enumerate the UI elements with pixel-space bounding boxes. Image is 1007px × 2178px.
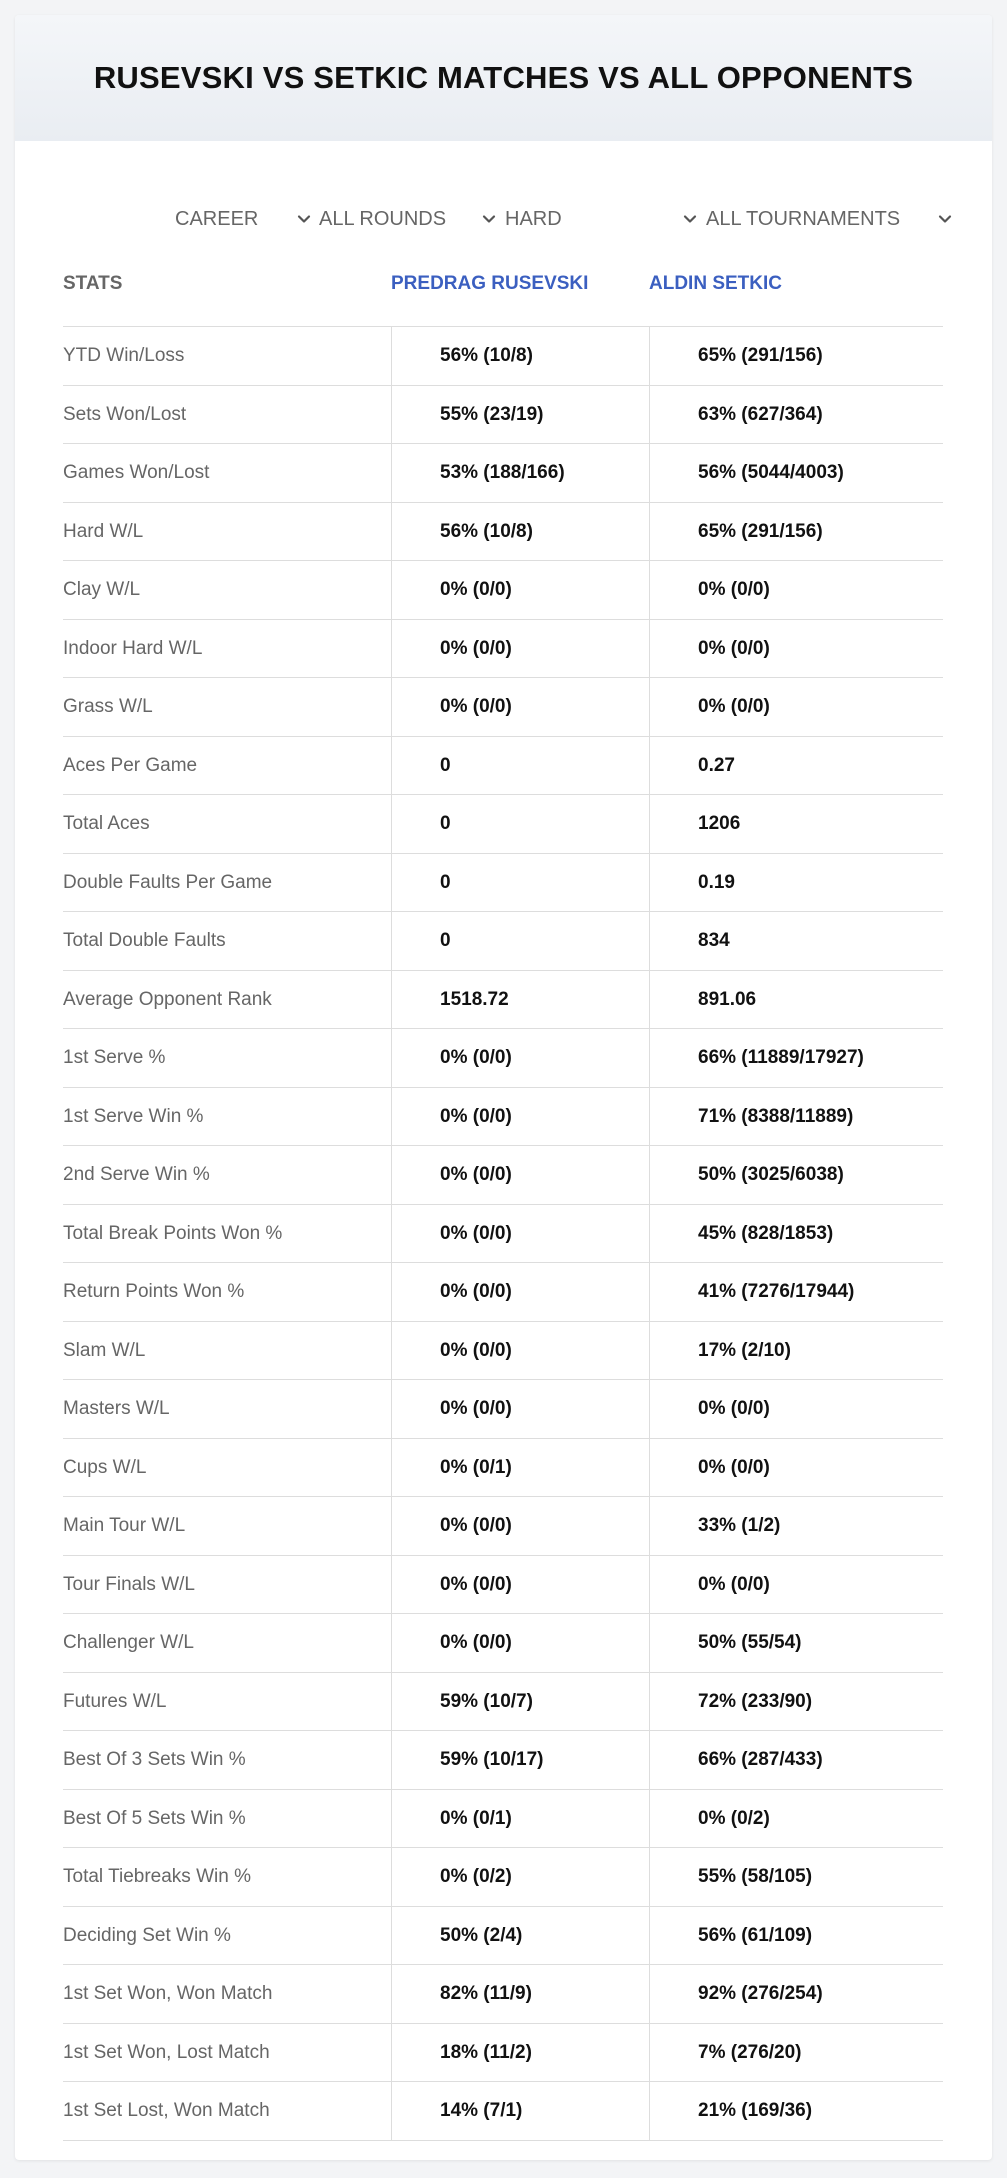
player1-value: 0% (0/2)	[391, 1848, 649, 1907]
player2-value: 72% (233/90)	[649, 1673, 943, 1732]
player2-value: 50% (55/54)	[649, 1614, 943, 1673]
table-row	[63, 1263, 943, 1322]
table-row	[63, 1556, 943, 1615]
chevron-down-icon	[295, 210, 313, 228]
stat-label: Best Of 5 Sets Win %	[63, 1807, 246, 1829]
player1-value: 0% (0/0)	[391, 1146, 649, 1205]
player1-value: 0% (0/1)	[391, 1790, 649, 1849]
player2-value: 0% (0/0)	[649, 678, 943, 737]
player1-value: 59% (10/17)	[391, 1731, 649, 1790]
stat-label: YTD Win/Loss	[63, 345, 185, 366]
filter-value: HARD	[505, 207, 562, 230]
player2-value: 0% (0/0)	[649, 1380, 943, 1439]
table-row	[63, 1029, 943, 1088]
table-row	[63, 912, 943, 971]
player1-value: 82% (11/9)	[391, 1965, 649, 2024]
player2-value: 56% (5044/4003)	[649, 444, 943, 503]
player2-value: 71% (8388/11889)	[649, 1088, 943, 1147]
player2-value: 92% (276/254)	[649, 1965, 943, 2024]
stat-label: 1st Serve %	[63, 1047, 166, 1068]
filter-value: ALL ROUNDS	[319, 207, 447, 230]
stat-label: Futures W/L	[63, 1690, 167, 1712]
player1-value: 0% (0/0)	[391, 1614, 649, 1673]
stat-label: 2nd Serve Win %	[63, 1164, 210, 1185]
player1-value: 0% (0/0)	[391, 1029, 649, 1088]
page-header	[15, 15, 992, 141]
filter-value: ALL TOURNAMENTS	[706, 207, 901, 230]
player2-value: 1206	[649, 795, 943, 854]
table-row	[63, 503, 943, 562]
player1-value: 18% (11/2)	[391, 2024, 649, 2083]
player1-value: 0% (0/0)	[391, 1497, 649, 1556]
stat-label: 1st Set Won, Lost Match	[63, 2041, 270, 2063]
table-row	[63, 2024, 943, 2083]
table-row	[63, 620, 943, 679]
table-row	[63, 1790, 943, 1849]
stat-label: Hard W/L	[63, 520, 144, 542]
table-row	[63, 1673, 943, 1732]
table-row	[63, 1322, 943, 1381]
player2-value: 834	[649, 912, 943, 971]
stat-label: Total Tiebreaks Win %	[63, 1866, 251, 1887]
player1-value: 14% (7/1)	[391, 2082, 649, 2141]
player2-value: 56% (61/109)	[649, 1907, 943, 1966]
rounds-filter-select[interactable]	[319, 189, 498, 249]
stat-label: Total Aces	[63, 813, 150, 834]
table-row	[63, 1088, 943, 1147]
stat-label: Cups W/L	[63, 1456, 147, 1478]
player1-value: 0% (0/0)	[391, 1263, 649, 1322]
table-row	[63, 1731, 943, 1790]
table-row	[63, 1497, 943, 1556]
player1-value: 0% (0/0)	[391, 1556, 649, 1615]
table-row	[63, 971, 943, 1030]
player2-value: 0% (0/0)	[649, 561, 943, 620]
stat-label: Best Of 3 Sets Win %	[63, 1749, 246, 1770]
player1-value: 0% (0/0)	[391, 620, 649, 679]
player2-value: 0.27	[649, 737, 943, 796]
stat-label: Aces Per Game	[63, 754, 198, 776]
stat-label: Slam W/L	[63, 1339, 146, 1361]
stat-label: Deciding Set Win %	[63, 1924, 231, 1946]
player2-value: 50% (3025/6038)	[649, 1146, 943, 1205]
table-row	[63, 327, 943, 386]
player2-value: 0% (0/2)	[649, 1790, 943, 1849]
stat-label: Total Break Points Won %	[63, 1222, 283, 1244]
player2-value: 0.19	[649, 854, 943, 913]
filter-bar	[15, 189, 992, 249]
player2-value: 17% (2/10)	[649, 1322, 943, 1381]
player2-value: 41% (7276/17944)	[649, 1263, 943, 1322]
career-filter-select[interactable]	[175, 189, 313, 249]
table-row	[63, 1907, 943, 1966]
stat-label: Masters W/L	[63, 1398, 170, 1419]
table-row	[63, 1146, 943, 1205]
table-row	[63, 561, 943, 620]
table-header	[63, 249, 943, 327]
stat-label: Average Opponent Rank	[63, 988, 272, 1010]
stat-label: 1st Set Won, Won Match	[63, 1983, 273, 2004]
stat-label: 1st Set Lost, Won Match	[63, 2100, 270, 2121]
player1-value: 0% (0/0)	[391, 678, 649, 737]
table-row	[63, 1614, 943, 1673]
player1-column-header[interactable]: PREDRAG RUSEVSKI	[391, 273, 589, 294]
player2-value: 65% (291/156)	[649, 503, 943, 562]
player1-value: 56% (10/8)	[391, 327, 649, 386]
stat-label: Return Points Won %	[63, 1281, 245, 1302]
table-row	[63, 1848, 943, 1907]
player1-value: 0% (0/0)	[391, 1205, 649, 1264]
player2-value: 66% (287/433)	[649, 1731, 943, 1790]
player1-value: 0	[391, 795, 649, 854]
player1-value: 0% (0/0)	[391, 1380, 649, 1439]
table-row	[63, 737, 943, 796]
player2-value: 33% (1/2)	[649, 1497, 943, 1556]
table-body	[63, 327, 943, 2141]
table-row	[63, 386, 943, 445]
player1-value: 0% (0/1)	[391, 1439, 649, 1498]
player2-value: 55% (58/105)	[649, 1848, 943, 1907]
player2-value: 66% (11889/17927)	[649, 1029, 943, 1088]
player1-value: 55% (23/19)	[391, 386, 649, 445]
player1-value: 0% (0/0)	[391, 1322, 649, 1381]
stat-label: Tour Finals W/L	[63, 1573, 195, 1595]
player2-value: 0% (0/0)	[649, 1439, 943, 1498]
stat-label: Sets Won/Lost	[63, 403, 187, 425]
player2-column-header[interactable]: ALDIN SETKIC	[649, 273, 782, 294]
player2-value: 65% (291/156)	[649, 327, 943, 386]
table-row	[63, 1439, 943, 1498]
table-row	[63, 1965, 943, 2024]
stat-label: Challenger W/L	[63, 1632, 194, 1653]
player2-value: 45% (828/1853)	[649, 1205, 943, 1264]
table-row	[63, 795, 943, 854]
player1-value: 0% (0/0)	[391, 561, 649, 620]
stats-card	[15, 15, 992, 2160]
stat-label: Total Double Faults	[63, 930, 226, 951]
stat-label: Double Faults Per Game	[63, 871, 273, 893]
player2-value: 891.06	[649, 971, 943, 1030]
table-row	[63, 1205, 943, 1264]
player1-value: 0	[391, 854, 649, 913]
surface-filter-select[interactable]	[505, 189, 699, 249]
player1-value: 50% (2/4)	[391, 1907, 649, 1966]
stat-label: Grass W/L	[63, 696, 153, 717]
stat-label: Clay W/L	[63, 579, 141, 600]
player2-value: 0% (0/0)	[649, 1556, 943, 1615]
player1-value: 0% (0/0)	[391, 1088, 649, 1147]
stats-table	[63, 249, 943, 2141]
player1-value: 1518.72	[391, 971, 649, 1030]
player1-value: 0	[391, 737, 649, 796]
stat-label: 1st Serve Win %	[63, 1105, 204, 1127]
stats-column-header: STATS	[63, 273, 123, 294]
player2-value: 0% (0/0)	[649, 620, 943, 679]
tournaments-filter-select[interactable]	[706, 189, 954, 249]
stat-label: Games Won/Lost	[63, 462, 210, 483]
page-title: RUSEVSKI VS SETKIC MATCHES VS ALL OPPONENTS	[93, 60, 914, 95]
table-row	[63, 1380, 943, 1439]
player2-value: 21% (169/36)	[649, 2082, 943, 2141]
chevron-down-icon	[480, 210, 498, 228]
filter-value: CAREER	[175, 207, 259, 230]
player1-value: 56% (10/8)	[391, 503, 649, 562]
player1-value: 0	[391, 912, 649, 971]
player1-value: 53% (188/166)	[391, 444, 649, 503]
table-row	[63, 2082, 943, 2141]
table-row	[63, 678, 943, 737]
player2-value: 7% (276/20)	[649, 2024, 943, 2083]
chevron-down-icon	[936, 210, 954, 228]
stat-label: Indoor Hard W/L	[63, 637, 203, 659]
stat-label: Main Tour W/L	[63, 1515, 186, 1536]
table-row	[63, 854, 943, 913]
player2-value: 63% (627/364)	[649, 386, 943, 445]
table-row	[63, 444, 943, 503]
player1-value: 59% (10/7)	[391, 1673, 649, 1732]
chevron-down-icon	[681, 210, 699, 228]
